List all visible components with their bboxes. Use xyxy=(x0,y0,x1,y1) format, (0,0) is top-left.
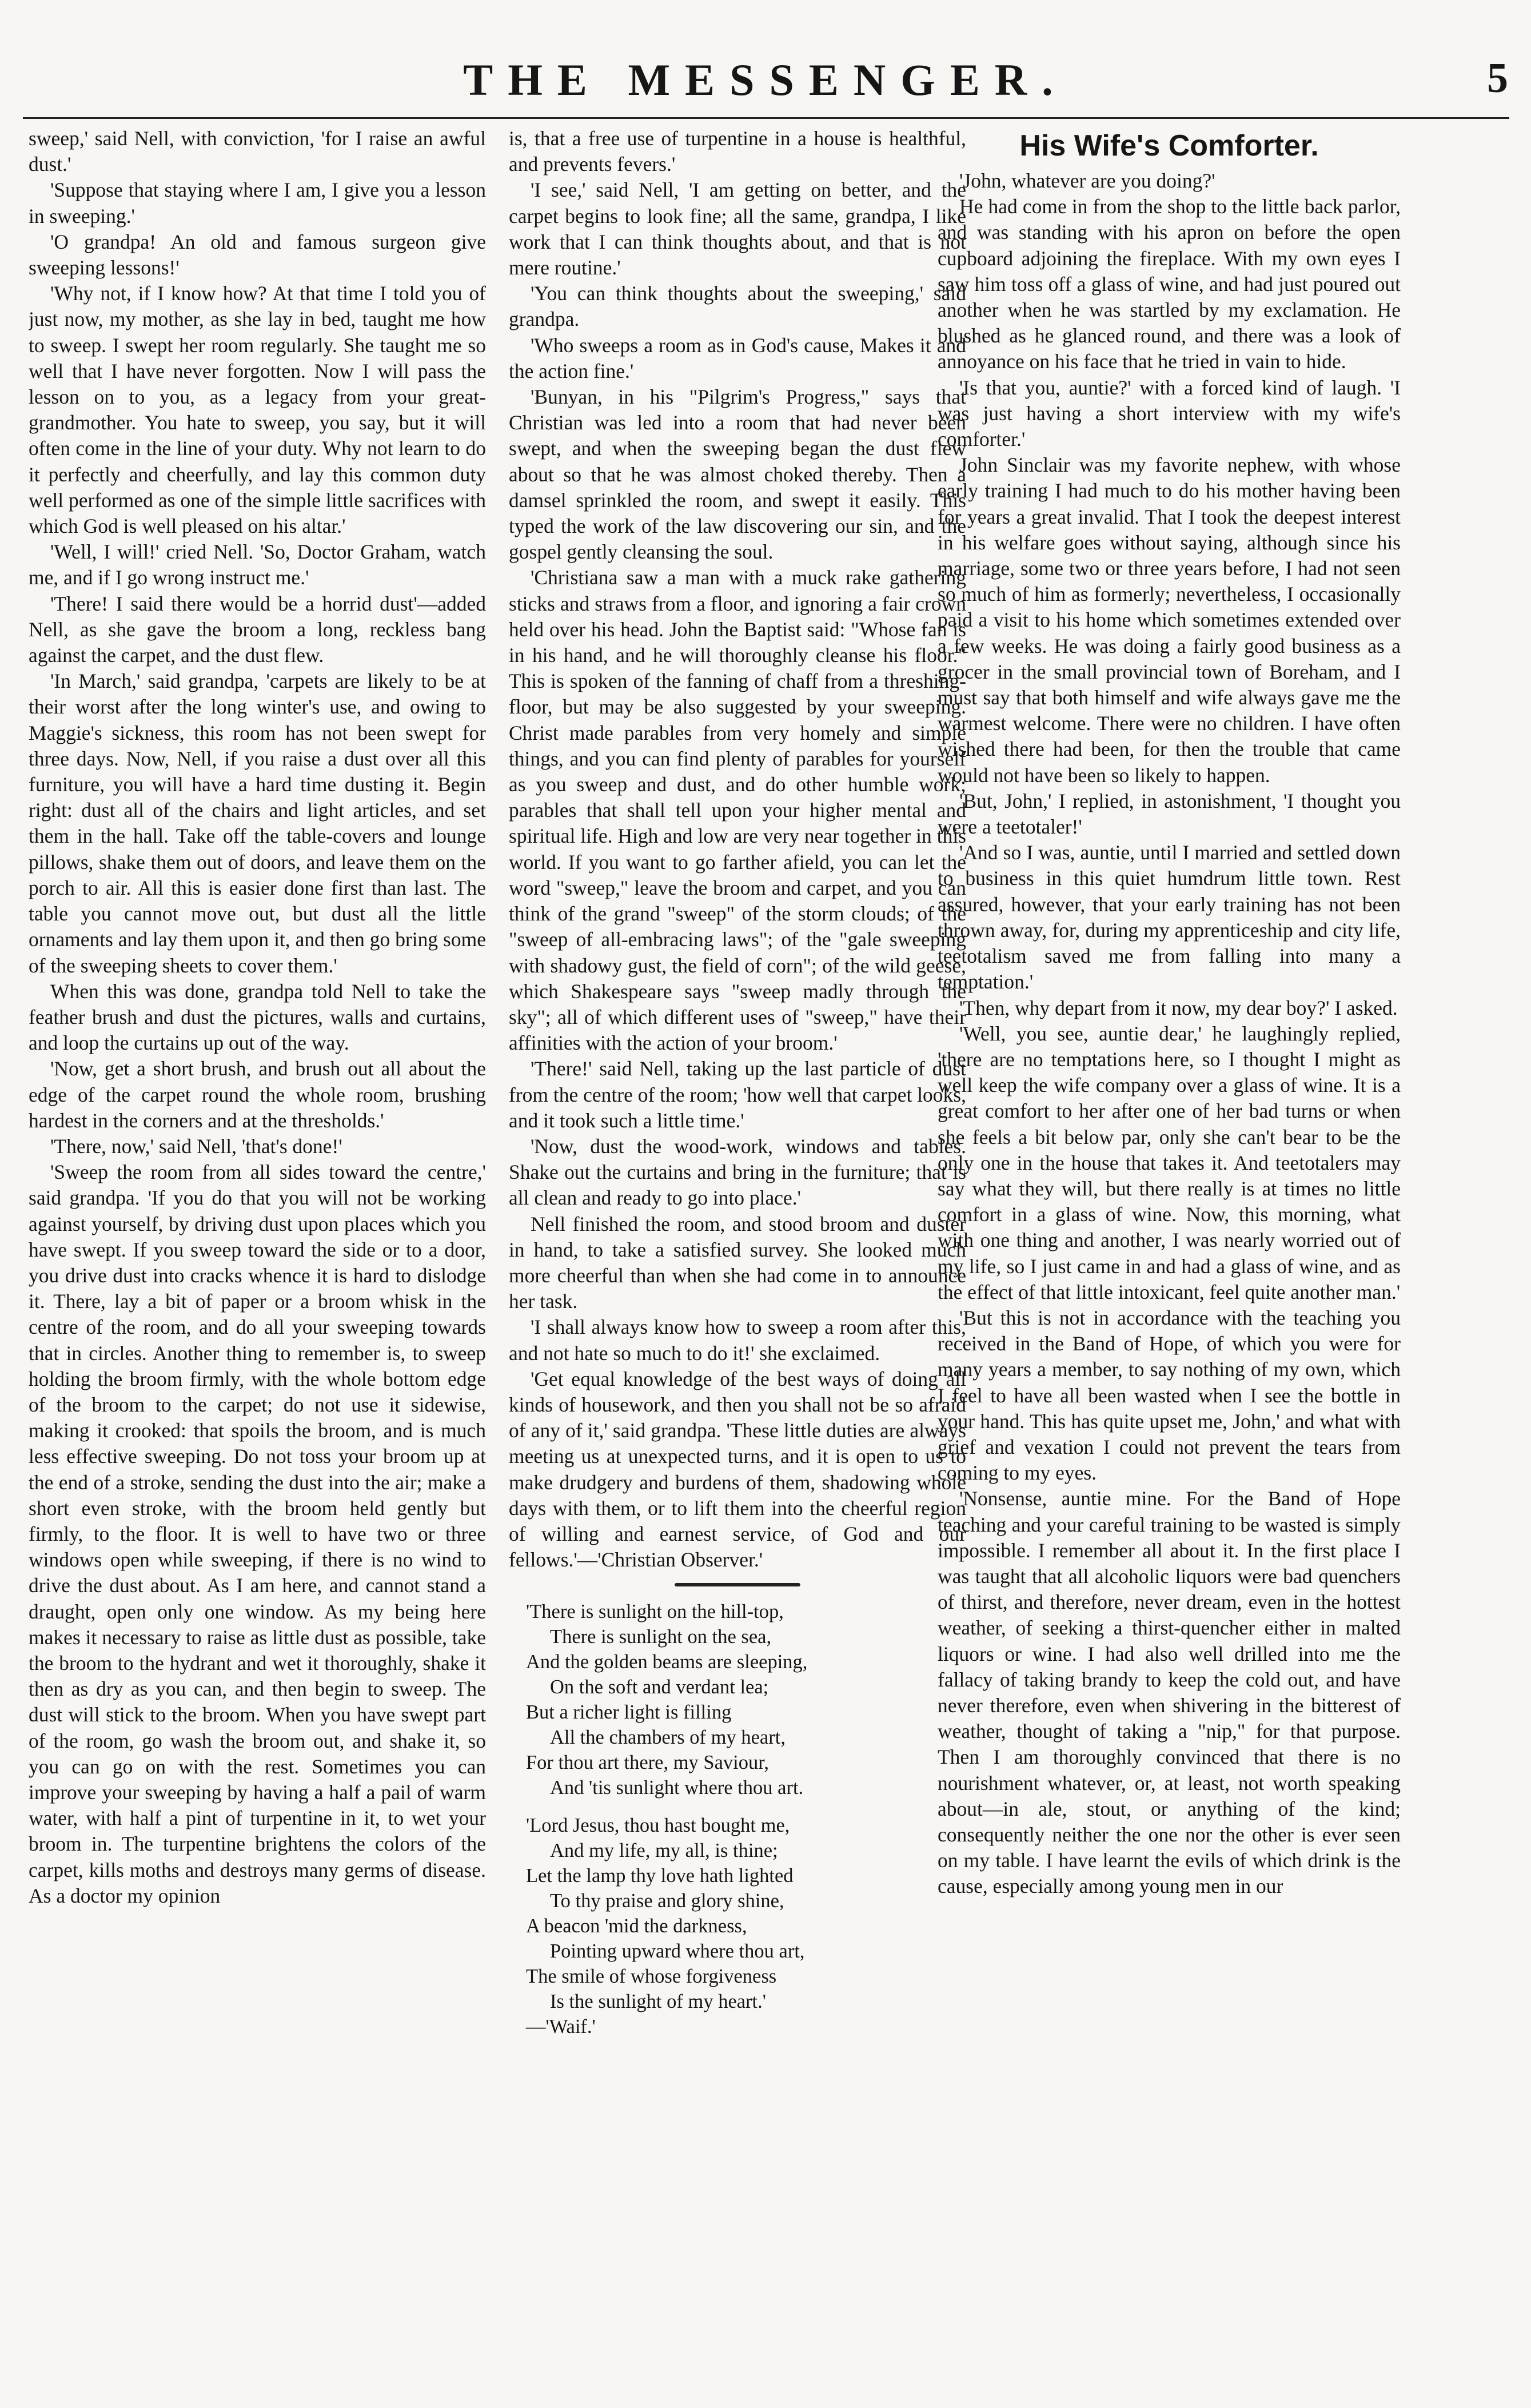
poem-line: But a richer light is filling xyxy=(526,1701,732,1724)
paragraph: 'But, John,' I replied, in astonishment, 'I thought you were a teetotaler!' xyxy=(938,789,1401,839)
poem-source: —'Waif.' xyxy=(526,2016,596,2038)
paragraph: 'There! I said there would be a horrid dust'—added Nell, as she gave the broom a long, reckless bang against the carpet, and the dust flew. xyxy=(29,592,486,667)
paragraph: 'Why not, if I know how? At that time I told you of just now, my mother, as she lay in bed, taught me how to sweep. I swept her room regularly. She taught me so well that I have never forgotten. Now I will pass the lesson on to you, as a legacy from your great-grandmother. You hate to sweep, you say, but it will often come in the line of your duty. Why not learn to do it perfectly and cheerfully, and lay this common duty well performed as one of the simple little sacrifices with which God is well pleased on his altar.' xyxy=(29,282,486,538)
paragraph: Nell finished the room, and stood broom and duster in hand, to take a satisfied survey. She looked much more cheerful than when she had come in to announce her task. xyxy=(509,1212,966,1313)
paragraph: 'But this is not in accordance with the teaching you received in the Band of Hope, of which you were for many years a member, to say nothing of my own, which I feel to have all been wasted when I see the bottle in your hand. This has quite upset me, John,' and what with grief and vexation I could not prevent the tears from coming to my eyes. xyxy=(938,1306,1401,1485)
poem-line: 'There is sunlight on the hill-top, xyxy=(526,1601,784,1623)
paragraph: 'Get equal knowledge of the best ways of doing all kinds of housework, and then you shall not be so afraid of any of it,' said grandpa. 'These little duties are always meeting us at unexpected turns, and it is open to us to make drudgery and burdens of them, shadowing whole days with them, or to lift them into the cheerful region of willing and earnest service, of God and our fellows.'—'Christian Observer.' xyxy=(509,1367,966,1572)
paragraph: 'There!' said Nell, taking up the last particle of dust from the centre of the room; 'how well that carpet looks, and it took such a little time.' xyxy=(509,1057,966,1132)
paragraph: 'There, now,' said Nell, 'that's done!' xyxy=(50,1134,342,1158)
poem-line: 'Lord Jesus, thou hast bought me, xyxy=(526,1815,790,1837)
paragraph: 'Bunyan, in his "Pilgrim's Progress," says that Christian was led into a room that had never been swept, and when the sweeping began the dust flew about so that he was almost choked thereby. Then a damsel sprinkled the room, and swept it easily. This typed the work of the law discovering our sin, and the gospel gently cleansing the soul. xyxy=(509,385,966,564)
paragraph: 'Then, why depart from it now, my dear boy?' I asked. xyxy=(959,996,1398,1019)
paragraph: 'Suppose that staying where I am, I give you a lesson in sweeping.' xyxy=(29,178,486,228)
poem-line: Let the lamp thy love hath lighted xyxy=(526,1865,794,1887)
paragraph: 'Christiana saw a man with a muck rake gathering sticks and straws from a floor, and ignoring a fair crown held over his head. John the Baptist said: "Whose fan is in his hand, and he will thoroughly cleanse his floor." This is spoken of the fanning of chaff from a threshing-floor, but may be also suggested by your sweeping. Christ made parables from very homely and simple things, and you can find plenty of parables for yourself as you sweep and dust, and do other humble work; parables that shall tell upon your higher mental and spiritual life. High and low are very near together in this world. If you want to go farther afield, you can let the word "sweep," leave the broom and carpet, and you can think of the grand "sweep" of the storm clouds; of the "sweep of all-embracing laws"; of the "gale sweeping with shadowy gust, the field of corn"; of the wild geese, which Shakespeare says "sweep madly through the sky"; all of which different uses of "sweep," have their affinities with the action of your broom.' xyxy=(509,566,966,1055)
paragraph: 'And so I was, auntie, until I married and settled down to business in this quiet humdrum little town. Rest assured, however, that your early training has not been thrown away, for, during my apprenticeship and city life, teetotalism saved me from falling into many a temptation.' xyxy=(938,841,1401,994)
paragraph: 'You can think thoughts about the sweeping,' said grandpa. xyxy=(509,282,966,331)
poem-stanza-1 xyxy=(526,1599,966,1800)
paragraph: 'Is that you, auntie?' with a forced kind of laugh. 'I was just having a short interview with my wife's comforter.' xyxy=(938,376,1401,451)
paragraph: 'I see,' said Nell, 'I am getting on better, and the carpet begins to look fine; all the same, grandpa, I like work that I can think thoughts about, and that is not mere routine.' xyxy=(509,178,966,280)
paragraph: 'O grandpa! An old and famous surgeon give sweeping lessons!' xyxy=(29,230,486,280)
paragraph: John Sinclair was my favorite nephew, with whose early training I had much to do his mother having been for years a great invalid. That I took the deepest interest in his welfare goes without saying, although since his marriage, some two or three years before, I had not seen so much of him as formerly; nevertheless, I occasionally paid a visit to his home which sometimes extended over a few weeks. He was doing a fairly good business as a grocer in the small provincial town of Boreham, and I must say that both himself and wife always gave me the warmest welcome. There were no children. I have often wished there had been, for then the trouble that came would not have been so likely to happen. xyxy=(938,453,1401,787)
poem-stanza-2 xyxy=(526,1813,966,2039)
masthead-rule xyxy=(23,117,1509,119)
paragraph: 'Now, get a short brush, and brush out all about the edge of the carpet round the whole room, brushing hardest in the corners and at the thresholds.' xyxy=(29,1057,486,1132)
poem-line: To thy praise and glory shine, xyxy=(550,1890,784,1912)
poem-line: Is the sunlight of my heart.' xyxy=(550,1991,766,2013)
paragraph: 'Well, I will!' cried Nell. 'So, Doctor Graham, watch me, and if I go wrong instruct me.' xyxy=(29,540,486,589)
paragraph: 'Nonsense, auntie mine. For the Band of Hope teaching and your careful training to be wasted is simply impossible. I remember all about it. In the first place I was taught that all alcoholic liquors were bad quenchers of thirst, and therefore, never dream, even in the hottest weather, of seeking a thirst-quencher either in malted liquors or wine. I had also well drilled into me the fallacy of taking brandy to keep the cold out, and have never therefore, even when shivering in the bitterest of weather, thought of taking a "nip," for that purpose. Then I am thoroughly convinced that there is no nourishment whatever, or, at least, not worth speaking about—in ale, stout, or anything of the kind; consequently neither the one nor the other is ever seen on my table. I have learnt the evils of which drink is the cause, especially among young men in our xyxy=(938,1487,1401,1898)
page-number: 5 xyxy=(1487,55,1508,102)
newspaper-title: THE MESSENGER. xyxy=(463,55,1068,105)
column-2 xyxy=(509,126,966,2378)
poem-line: A beacon 'mid the darkness, xyxy=(526,1915,747,1937)
poem-line: And my life, my all, is thine; xyxy=(550,1840,778,1862)
paragraph: 'Well, you see, auntie dear,' he laughingly replied, 'there are no temptations here, so I thought I might as well keep the wife company over a glass of wine. It is a great comfort to her after one of her bad turns or when she feels a bit below par, only she can't bear to be the only one in the house that takes it. And teetotalers may say what they will, but there really is at times no little comfort in a glass of wine. Now, this morning, what with one thing and another, I was nearly worried out of my life, so I just came in and had a glass of wine, and as the effect of that little intoxicant, feel quite another man.' xyxy=(938,1022,1401,1303)
paragraph: 'In March,' said grandpa, 'carpets are likely to be at their worst after the long winter's use, and owing to Maggie's sickness, this room has not been swept for three days. Now, Nell, if you raise a dust over all this furniture, you will have a hard time dusting it. Begin right: dust all of the chairs and light articles, and set them in the hall. Take off the table-covers and lounge pillows, shake them out of doors, and leave them on the porch to air. All this is easier done first than last. The table you cannot move out, but dust all the little ornaments and lay them upon it, and then go bring some of the sweeping sheets to cover them.' xyxy=(29,669,486,977)
poem xyxy=(509,1599,966,2039)
poem-line: There is sunlight on the sea, xyxy=(550,1626,772,1648)
article-title: His Wife's Comforter. xyxy=(1019,129,1319,162)
paragraph: sweep,' said Nell, with conviction, 'for I raise an awful dust.' xyxy=(29,127,486,176)
paragraph: 'John, whatever are you doing?' xyxy=(959,169,1215,192)
column-1 xyxy=(29,126,486,2378)
paragraph: 'Now, dust the wood-work, windows and tables. Shake out the curtains and bring in the furniture; that is all clean and ready to go into place.' xyxy=(509,1134,966,1210)
poem-line: On the soft and verdant lea; xyxy=(550,1676,769,1699)
column-3 xyxy=(938,126,1401,2378)
poem-line: All the chambers of my heart, xyxy=(550,1727,786,1749)
poem-line: For thou art there, my Saviour, xyxy=(526,1752,770,1774)
poem-line: And the golden beams are sleeping, xyxy=(526,1651,808,1673)
quoted-verse: 'Who sweeps a room as in God's cause, Makes it and the action fine.' xyxy=(509,333,966,382)
paragraph: 'Sweep the room from all sides toward the centre,' said grandpa. 'If you do that you will not be working against yourself, by driving dust upon places which you have swept. If you sweep toward the side or to a door, you drive dust into cracks whence it is hard to dislodge it. There, lay a bit of paper or a broom whisk in the centre of the room, and do all your sweeping towards that in circles. Another thing to remember is, to sweep holding the broom firmly, with the whole bottom edge of the broom to the carpet; do not use it sidewise, making it crooked: that spoils the broom, and is much less effective sweeping. Do not toss your broom up at the end of a stroke, sending the dust into the air; make a short even stroke, with the broom held gently but firmly, to the floor. It is well to have two or three windows open while sweeping, if there is no wind to drive the dust about. As I am here, and cannot stand a draught, open only one window. As my being here makes it necessary to raise as little dust as possible, take the broom to the hydrant and wet it thoroughly, shake it then as dry as you can, and then begin to sweep. The dust will stick to the broom. When you have swept part of the room, go wash the broom out, and shake it, so you can go on with the rest. Sometimes you can improve your sweeping by having a half a pail of warm water, with half a pint of turpentine in it, to wet your broom in. The turpentine brightens the colors of the carpet, kills moths and destroys many germs of disease. As a doctor my opinion xyxy=(29,1161,486,1907)
poem-line: And 'tis sunlight where thou art. xyxy=(550,1777,804,1799)
paragraph: He had come in from the shop to the little back parlor, and was standing with his apron on before the open cupboard adjoining the fireplace. With my own eyes I saw him toss off a glass of wine, and had just poured out another when he was startled by my exclamation. He blushed as he glanced round, and there was a look of annoyance on his face that he tried in vain to hide. xyxy=(938,195,1401,373)
poem-line: The smile of whose forgiveness xyxy=(526,1966,777,1988)
paragraph: 'I shall always know how to sweep a room after this, and not hate so much to do it!' she exclaimed. xyxy=(509,1315,966,1365)
masthead xyxy=(0,54,1531,117)
paragraph: When this was done, grandpa told Nell to take the feather brush and dust the pictures, walls and curtains, and loop the curtains up out of the way. xyxy=(29,979,486,1055)
section-divider xyxy=(675,1583,800,1586)
poem-line: Pointing upward where thou art, xyxy=(550,1940,805,1963)
paragraph: is, that a free use of turpentine in a house is healthful, and prevents fevers.' xyxy=(509,127,966,176)
